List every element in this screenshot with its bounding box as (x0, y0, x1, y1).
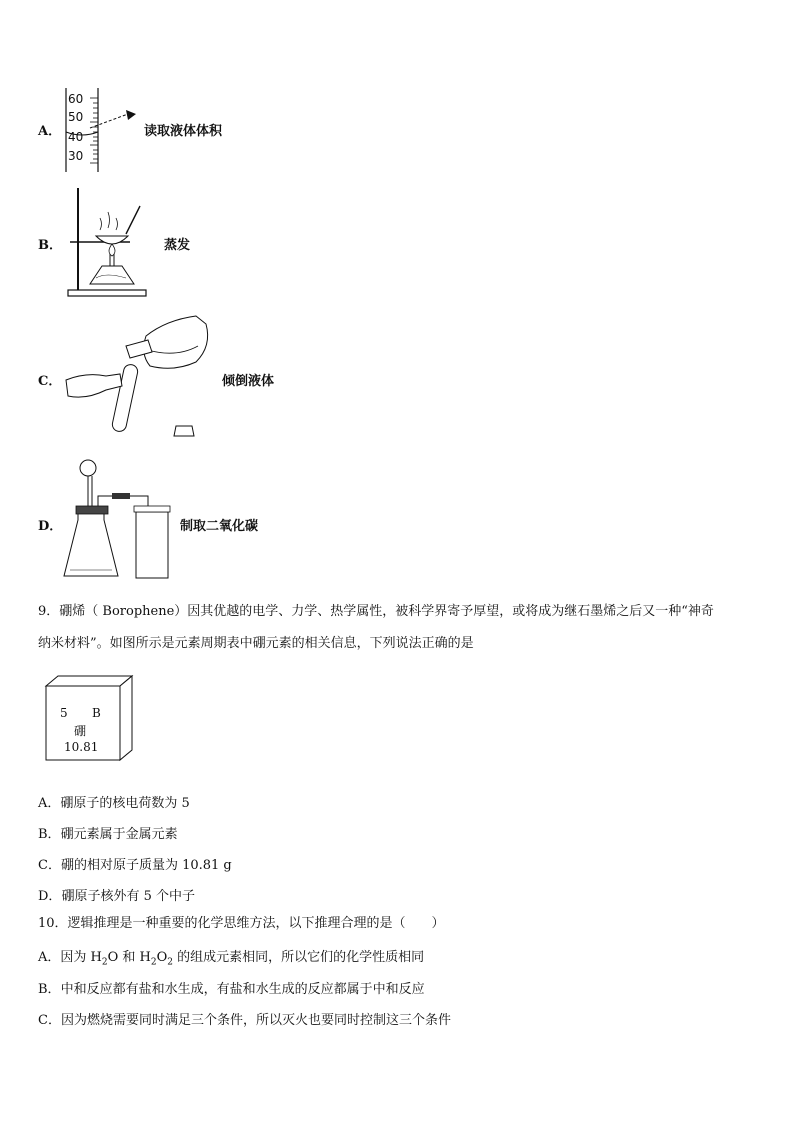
option-a-caption: 读取液体体积 (144, 124, 223, 139)
option-b-letter: B． (38, 238, 62, 253)
q10-choice-a-text-4: 的组成元素相同，所以它们的化学性质相同 (173, 950, 425, 965)
q9-choice-d-letter: D． (38, 889, 62, 904)
q9-stem-line2: 纳米材料”。如图所示是元素周期表中硼元素的相关信息，下列说法正确的是 (38, 636, 474, 651)
q10-choice-c-text: 因为燃烧需要同时满足三个条件，所以灭火也要同时控制这三个条件 (60, 1013, 451, 1028)
q9-choice-a-text: 硼原子的核电荷数为 5 (60, 796, 190, 811)
element-atomic-mass: 10.81 (64, 740, 99, 754)
scale-label-50: 50 (68, 110, 84, 124)
q9-choice-c-letter: C． (38, 858, 61, 873)
q10-choice-b-letter: B． (38, 982, 61, 997)
q10-choice-a-text-3: O (156, 950, 168, 965)
q10-choice-a-text-2: O 和 H (107, 950, 151, 965)
option-d-letter: D． (38, 519, 63, 534)
subscript: 2 (150, 957, 157, 968)
q9-choice-d[interactable] (38, 885, 195, 904)
q10-choice-a[interactable] (38, 946, 424, 968)
option-d-caption: 制取二氧化碳 (180, 519, 259, 534)
element-symbol: B (92, 706, 101, 720)
q10-choice-b[interactable] (38, 978, 425, 997)
option-a-letter: A． (38, 124, 62, 139)
q9-choice-a-letter: A． (38, 796, 61, 811)
q9-choice-b[interactable] (38, 823, 178, 842)
pouring-liquid-figure (66, 316, 216, 442)
q9-stem-line1: 9．硼烯（ Borophene）因其优越的电学、力学、热学属性，被科学界寄予厚望，或将成为继石墨烯之后又一种“神奇 (38, 604, 714, 619)
option-c-caption: 倾倒液体 (222, 374, 275, 389)
element-name: 硼 (74, 724, 87, 738)
q10-choice-c-letter: C． (38, 1013, 61, 1028)
option-b-caption: 蒸发 (164, 238, 191, 253)
cylinder-scale (68, 92, 83, 166)
q9-choice-c[interactable] (38, 854, 232, 873)
option-c-letter: C． (38, 374, 62, 389)
q9-choice-a[interactable] (38, 792, 190, 811)
q10-stem: 10．逻辑推理是一种重要的化学思维方法，以下推理合理的是（ ） (38, 916, 445, 931)
subscript: 2 (101, 957, 108, 968)
scale-label-40: 40 (68, 130, 84, 144)
element-atomic-number: 5 (60, 706, 68, 720)
q10-choice-b-text: 中和反应都有盐和水生成，有盐和水生成的反应都属于中和反应 (60, 982, 425, 997)
co2-apparatus-figure (62, 458, 180, 582)
q9-choice-b-letter: B． (38, 827, 61, 842)
q9-choice-b-text: 硼元素属于金属元素 (60, 827, 178, 842)
q10-choice-c[interactable] (38, 1009, 451, 1028)
evaporation-apparatus-figure (66, 186, 156, 298)
q9-choice-c-text: 硼的相对原子质量为 10.81 g (60, 858, 232, 873)
scale-label-30: 30 (68, 149, 84, 163)
q10-choice-a-letter: A． (38, 950, 61, 965)
subscript: 2 (167, 957, 174, 968)
q9-choice-d-text: 硼原子核外有 5 个中子 (61, 889, 195, 904)
q10-choice-a-text-1: 因为 H (60, 950, 102, 965)
scale-label-60: 60 (68, 92, 84, 106)
